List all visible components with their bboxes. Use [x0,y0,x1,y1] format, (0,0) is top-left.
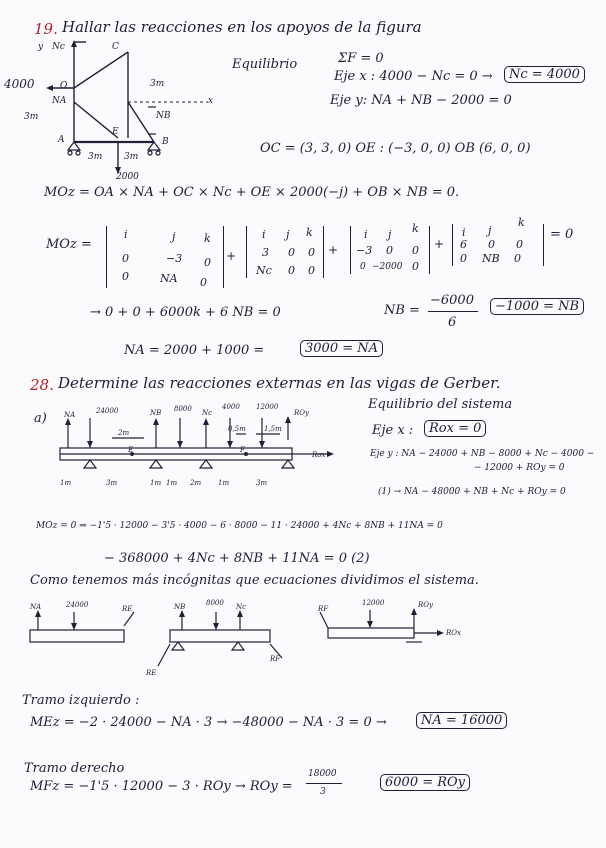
right-part-12000: 12000 [362,599,385,607]
roy-result: 6000 = ROy [380,774,470,791]
beam-rox: Rox [312,451,326,459]
plus-sign-3: + [434,237,445,251]
m1-r3c3: 0 [200,276,207,289]
mid-part-nb: NB [174,603,186,611]
nb-result: −1000 = NB [490,298,584,315]
m3-r1c1: i [364,228,368,241]
sum-line: → 0 + 0 + 6000k + 6 NB = 0 [90,305,281,320]
mid-part-nc: Nc [236,603,247,611]
nb-fraction-label: NB = [384,303,420,318]
dim-b5: 2m [190,479,202,487]
na-label: NA [52,96,67,106]
load-2000: 2000 [116,172,139,182]
nc-result: Nc = 4000 [504,66,585,83]
m1-r2c1: 0 [122,252,129,265]
moment-o-eq: MOz = 0 ⇒ −1'5 · 12000 − 3'5 · 4000 − 6 · 8000 − 11 · 24000 + 4Nc + 8NB + 11NA = 0 [36,521,443,531]
tramo-izquierdo: Tramo izquierdo : [22,693,140,708]
axis-y-label: y [38,42,44,52]
m3-r1c2: j [388,228,392,241]
eq-1: (1) → NA − 48000 + NB + Nc + ROy = 0 [378,487,566,497]
beam-load-roy: ROy [294,409,309,417]
dim-3m-bottom-a: 3m [88,152,103,162]
m4-r2c3: 0 [516,238,523,251]
m3-r1c3: k [412,222,419,235]
m4-r2c1: 6 [460,238,467,251]
mid-part-rf: RF [270,655,281,663]
eje-x-28: Eje x : [372,423,414,438]
mid-part-8000: 8000 [206,599,224,607]
m2-r2c1: 3 [262,246,269,259]
m4-r3c3: 0 [514,252,521,265]
frame-diagram [28,42,228,192]
det-equals-zero: = 0 [550,227,574,242]
moment-o-eq2: − 368000 + 4Nc + 8NB + 11NA = 0 (2) [104,551,370,566]
m4-r3c2: NB [482,252,500,265]
eje-y-28-line1: Eje y : NA − 24000 + NB − 8000 + Nc − 4000 − [370,449,595,459]
right-part-rf: RF [318,605,329,613]
tramo-derecho: Tramo derecho [24,761,125,776]
left-part-na: NA [30,603,42,611]
beam-load-na: NA [64,411,76,419]
hinge-e: E [128,446,134,454]
dim-3m-right: 3m [150,79,165,89]
nc-label: Nc [52,42,65,52]
roy-fraction-bar [306,783,342,784]
equilibrio-label: Equilibrio [232,57,298,72]
dim-b2: 3m [106,479,118,487]
part-a-label: a) [34,411,47,426]
moment-e-eq: MEz = −2 · 24000 − NA · 3 → −48000 − NA · 3 = 0 → [30,715,387,730]
m2-r3c2: 0 [288,264,295,277]
m4-r2c2: 0 [488,238,495,251]
beam-load-nb: NB [150,409,162,417]
beam-load-12000: 12000 [256,403,279,411]
m3-r2c3: 0 [412,244,419,257]
split-beams-diagram [20,600,580,680]
nb-denominator: 6 [448,315,457,330]
problem-title-19: Hallar las reacciones en los apoyos de la figura [62,18,422,36]
eje-y-28-line2: − 12000 + ROy = 0 [474,463,565,473]
m1-r3c1: 0 [122,270,129,283]
m1-r3c2: NA [160,272,178,285]
m3-r2c1: −3 [356,244,373,257]
hinge-f: F [240,446,245,454]
m3-r3c1: 0 [360,262,366,272]
m2-r3c1: Nc [256,264,272,277]
m1-r2c2: −3 [166,252,183,265]
beam-load-24000: 24000 [96,407,119,415]
dim-1-5m: 1,5m [264,425,282,433]
nb-fraction-bar [428,311,478,312]
dim-b3: 1m [150,479,162,487]
m1-r1c1: i [124,228,128,241]
left-part-re: RE [122,605,133,613]
m2-r1c1: i [262,228,266,241]
eq-x: Eje x : 4000 − Nc = 0 → [334,69,493,84]
m4-r1c3: k [518,216,525,229]
roy-denominator: 3 [320,787,326,797]
m1-r1c3: k [204,232,211,245]
dim-b6: 1m [218,479,230,487]
m2-r2c3: 0 [308,246,315,259]
beam-load-8000: 8000 [174,405,192,413]
rox-result: Rox = 0 [424,420,486,437]
m2-r1c3: k [306,226,313,239]
problem-number-19: 19. [34,20,58,38]
dim-0-5m: 0,5m [228,425,246,433]
nb-label: NB [156,111,171,121]
beam-load-4000: 4000 [222,403,240,411]
m4-r1c1: i [462,226,466,239]
dim-b1: 1m [60,479,72,487]
m1-r2c3: 0 [204,256,211,269]
point-a-label: A [58,135,65,145]
nb-numerator: −6000 [430,293,474,308]
mid-part-re: RE [146,669,157,677]
na-result: 3000 = NA [300,340,383,357]
m3-r3c2: −2000 [372,262,403,272]
right-part-rox: ROx [446,629,461,637]
split-note: Como tenemos más incógnitas que ecuaciones dividimos el sistema. [30,573,479,588]
m2-r3c3: 0 [308,264,315,277]
plus-sign-1: + [226,249,237,263]
sum-forces: ΣF = 0 [338,51,384,66]
plus-sign-2: + [328,243,339,257]
point-b-label: B [162,137,169,147]
dim-3m-bottom-b: 3m [124,152,139,162]
point-c-label: C [112,42,119,52]
point-e-label: E [112,127,119,137]
axis-x-label: x [208,96,214,106]
m3-r3c3: 0 [412,260,419,273]
m4-r1c2: j [488,224,492,237]
m2-r1c2: j [286,228,290,241]
m3-r2c2: 0 [386,244,393,257]
m4-r3c1: 0 [460,252,467,265]
moment-f-eq: MFz = −1'5 · 12000 − 3 · ROy → ROy = [30,779,293,794]
dim-3m-left: 3m [24,112,39,122]
roy-numerator: 18000 [308,769,337,779]
right-part-roy: ROy [418,601,433,609]
load-4000: 4000 [4,77,35,91]
beam-load-nc: Nc [202,409,213,417]
m1-r1c2: j [172,230,176,243]
na-line: NA = 2000 + 1000 = [124,343,265,358]
dim-b7: 3m [256,479,268,487]
problem-number-28: 28. [30,376,54,394]
position-vectors: OC = (3, 3, 0) OE : (−3, 0, 0) OB (6, 0, 0) [260,141,531,156]
problem-title-28: Determine las reacciones externas en las vigas de Gerber. [58,374,501,392]
eq-y: Eje y: NA + NB − 2000 = 0 [330,93,512,108]
dim-b4: 1m [166,479,178,487]
m2-r2c2: 0 [288,246,295,259]
dim-2m: 2m [118,429,130,437]
moment-equation: MOz = OA × NA + OC × Nc + OE × 2000(−j) + OB × NB = 0. [44,185,460,200]
moment-label: MOz = [46,237,92,252]
equilibrio-sistema: Equilibrio del sistema [368,397,513,412]
na-16000-result: NA = 16000 [416,712,507,729]
left-part-24000: 24000 [66,601,89,609]
point-o-label: O [60,81,68,91]
